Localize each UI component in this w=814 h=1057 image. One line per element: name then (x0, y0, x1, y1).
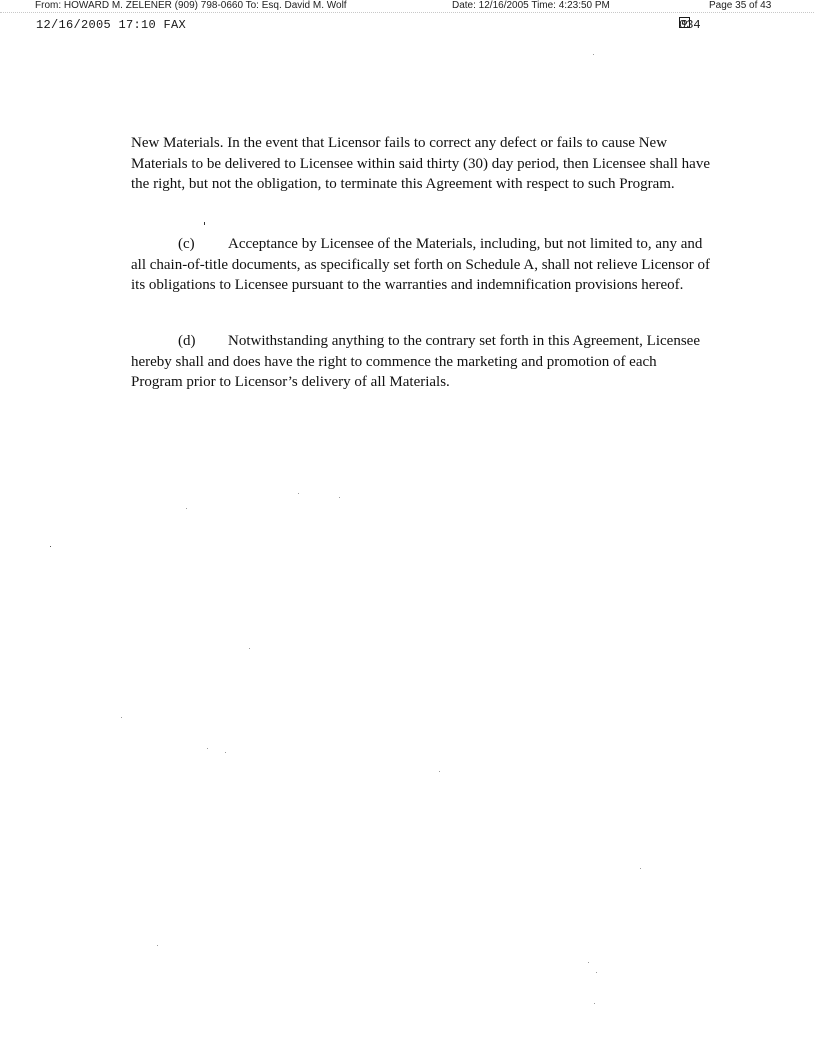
scan-speck (596, 972, 597, 973)
fax-transmission-header (0, 0, 814, 12)
scan-speck (298, 493, 299, 494)
fax-stamp-datetime: 12/16/2005 17:10 FAX (36, 18, 187, 32)
scan-speck (204, 222, 205, 225)
fax-stamp-page-number: 034 (679, 18, 701, 32)
fax-from-to: From: HOWARD M. ZELENER (909) 798-0660 To: Esq. David M. Wolf (35, 0, 347, 11)
scan-speck (121, 717, 122, 718)
fax-machine-stamp (0, 17, 814, 33)
scan-speck (439, 771, 440, 772)
header-divider (0, 12, 814, 13)
scan-speck (249, 648, 250, 649)
fax-date-time: Date: 12/16/2005 Time: 4:23:50 PM (452, 0, 610, 11)
paragraph-c-number: (c) (178, 236, 195, 252)
scan-speck (588, 962, 589, 963)
paragraph-new-materials: New Materials. In the event that Licensor fails to correct any defect or fails to cause New Materials to be delivered to Licensee within said thirty (30) day period, then Licensee shall have the right, but not the obligation, to terminate this Agreement with respect to such Program. (131, 135, 710, 192)
paragraph-c (131, 234, 711, 296)
scan-speck (50, 546, 51, 547)
paragraph-d (131, 331, 711, 393)
paragraph-c-text: Acceptance by Licensee of the Materials, including, but not limited to, any and all chain-of-title documents, as specifically set forth on Schedule A, shall not relieve Licensor of its obligations to Licensee pursuant to the warranties and indemnification provisions hereof. (131, 236, 710, 293)
scan-speck (157, 945, 158, 946)
fax-page-number: Page 35 of 43 (709, 0, 772, 11)
scan-speck (594, 1003, 595, 1004)
scan-speck (593, 54, 594, 55)
paragraph-d-text: Notwithstanding anything to the contrary set forth in this Agreement, Licensee hereby shall and does have the right to commence the marketing and promotion of each Program prior to Licensor’s delivery of all Materials. (131, 333, 700, 390)
scan-speck (640, 868, 641, 869)
scan-speck (207, 748, 208, 749)
scan-speck (225, 752, 226, 753)
scan-speck (339, 497, 340, 498)
scan-speck (186, 508, 187, 509)
paragraph-d-number: (d) (178, 333, 196, 349)
